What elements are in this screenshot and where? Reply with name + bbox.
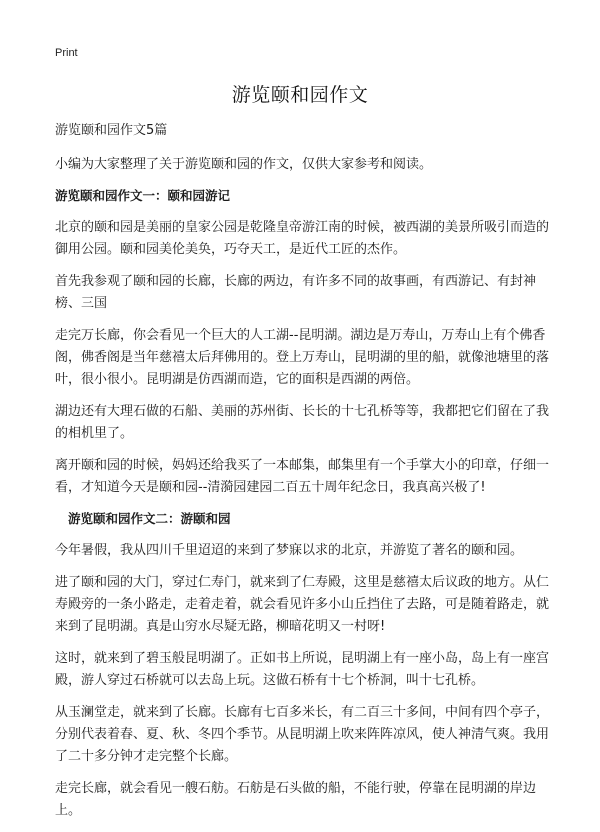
intro-paragraph: 小编为大家整理了关于游览颐和园的作文，仅供大家参考和阅读。 [55,157,433,172]
section-2-paragraph: 走完长廊，就会看见一艘石舫。石舫是石头做的船，不能行驶，停靠在昆明湖的岸边上。 [55,781,537,818]
section-2-paragraph: 这时，就来到了碧玉般昆明湖了。正如书上所说，昆明湖上有一座小岛，岛上有一座宫殿，游人穿过石桥就可以去岛上玩。这做石桥有十七个桥洞，叫十七孔桥。 [55,651,550,688]
print-label: Print [55,47,78,59]
section-1-paragraph: 走完万长廊，你会看见一个巨大的人工湖--昆明湖。湖边是万寿山，万寿山上有个佛香阁，佛香阁是当年慈禧太后拜佛用的。登上万寿山，昆明湖的里的船，就像池塘里的落叶，很小很小。昆明湖是仿西湖而造，它的面积是西湖的两倍。 [55,328,550,387]
section-1-paragraph: 北京的颐和园是美丽的皇家公园是乾隆皇帝游江南的时候，被西湖的美景所吸引而造的御用公园。颐和园美伦美奂，巧夺天工，是近代工匠的杰作。 [55,220,550,257]
section-2-heading: 游览颐和园作文二：游颐和园 [68,511,231,526]
section-1-paragraph: 首先我参观了颐和园的长廊，长廊的两边，有许多不同的故事画，有西游记、有封神榜、三国 [55,274,537,311]
section-2-paragraph: 从玉澜堂走，就来到了长廊。长廊有七百多米长，有二百三十多间，中间有四个亭子，分别代表着春、夏、秋、冬四个季节。从昆明湖上吹来阵阵凉风，使人神清气爽。我用了二十多分钟才走完整个长廊。 [55,705,550,764]
section-2-paragraph: 今年暑假，我从四川千里迢迢的来到了梦寐以求的北京，并游览了著名的颐和园。 [55,543,524,558]
section-1-paragraph: 湖边还有大理石做的石船、美丽的苏州街、长长的十七孔桥等等，我都把它们留在了我的相机里了。 [55,404,550,441]
section-2-paragraph: 进了颐和园的大门，穿过仁寿门，就来到了仁寿殿，这里是慈禧太后议政的地方。从仁寿殿旁的一条小路走，走着走着，就会看见许多小山丘挡住了去路，可是随着路走，就来到了昆明湖。真是山穷水尽疑无路，柳暗花明又一村呀! [55,575,550,634]
subtitle: 游览颐和园作文5篇 [55,123,168,138]
section-1-paragraph: 离开颐和园的时候，妈妈还给我买了一本邮集，邮集里有一个手掌大小的印章，仔细一看，才知道今天是颐和园--清漪园建园二百五十周年纪念日，我真高兴极了! [55,458,550,495]
document-body [55,120,555,832]
page-title: 游览颐和园作文 [231,84,369,106]
section-1-heading: 游览颐和园作文一：颐和园游记 [55,188,231,203]
